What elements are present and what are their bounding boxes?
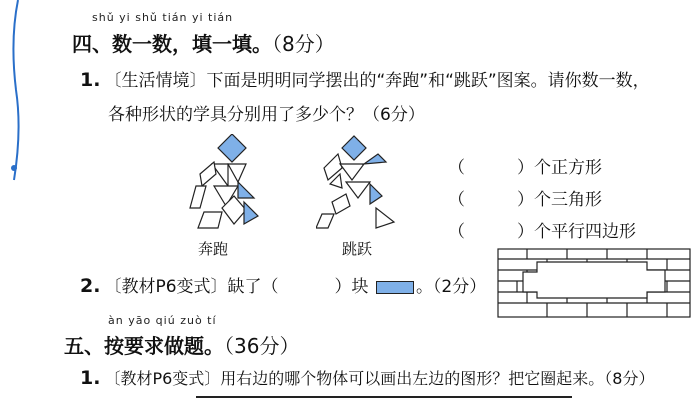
brick-icon	[376, 281, 414, 294]
answer-square	[448, 153, 602, 178]
question-3	[80, 366, 654, 389]
question-1-line1	[80, 66, 650, 91]
question-number: 1.	[80, 367, 101, 389]
question-number: 1.	[80, 69, 101, 91]
section5-score: （36分）	[224, 334, 300, 358]
divider-line	[196, 396, 572, 398]
label-jump: 跳跃	[342, 240, 373, 258]
running-figure	[188, 134, 270, 236]
jumping-figure	[316, 134, 402, 236]
answer-parallelogram	[448, 217, 636, 242]
label-run: 奔跑	[198, 240, 229, 258]
question-2	[80, 272, 486, 297]
section4-heading: 四、数一数，填一填。	[72, 32, 272, 56]
paren-open: （	[448, 158, 465, 178]
question-tag: 〔生活情境〕	[104, 71, 207, 91]
paren-open: （	[448, 190, 465, 210]
question-1-line2: 各种形状的学具分别用了多少个？（6分）	[108, 105, 425, 125]
paren-open: （	[448, 222, 465, 242]
question-number: 2.	[80, 275, 101, 297]
section4-score: （8分）	[272, 32, 335, 56]
question-tag: 〔教材P6变式〕	[104, 369, 221, 388]
question-text-a: 缺了（	[227, 277, 279, 297]
question-text: 下面是明明同学摆出的“奔跑”和“跳跃”图案。请你数一数，	[206, 71, 650, 91]
answer-label: 个三角形	[534, 190, 602, 210]
section5-pinyin: àn yāo qiú zuò tí	[108, 314, 217, 327]
brick-wall	[497, 248, 691, 318]
margin-decoration	[0, 0, 22, 400]
paren-close: ）	[517, 190, 534, 210]
question-text: 用右边的哪个物体可以画出左边的图形？把它圈起来。（8分）	[220, 369, 655, 388]
paren-close: ）	[517, 222, 534, 242]
answer-label: 个平行四边形	[534, 222, 636, 242]
section5-heading: 五、按要求做题。	[64, 334, 224, 358]
question-text-b: ）块	[334, 277, 369, 297]
question-tag: 〔教材P6变式〕	[104, 277, 228, 297]
answer-triangle	[448, 185, 602, 210]
section4-pinyin: shǔ yi shǔ tián yi tián	[92, 11, 234, 24]
section5-title	[64, 330, 299, 359]
paren-close: ）	[517, 158, 534, 178]
section4-title	[72, 28, 335, 57]
answer-label: 个正方形	[534, 158, 602, 178]
question-text-c: 。（2分）	[415, 277, 487, 297]
